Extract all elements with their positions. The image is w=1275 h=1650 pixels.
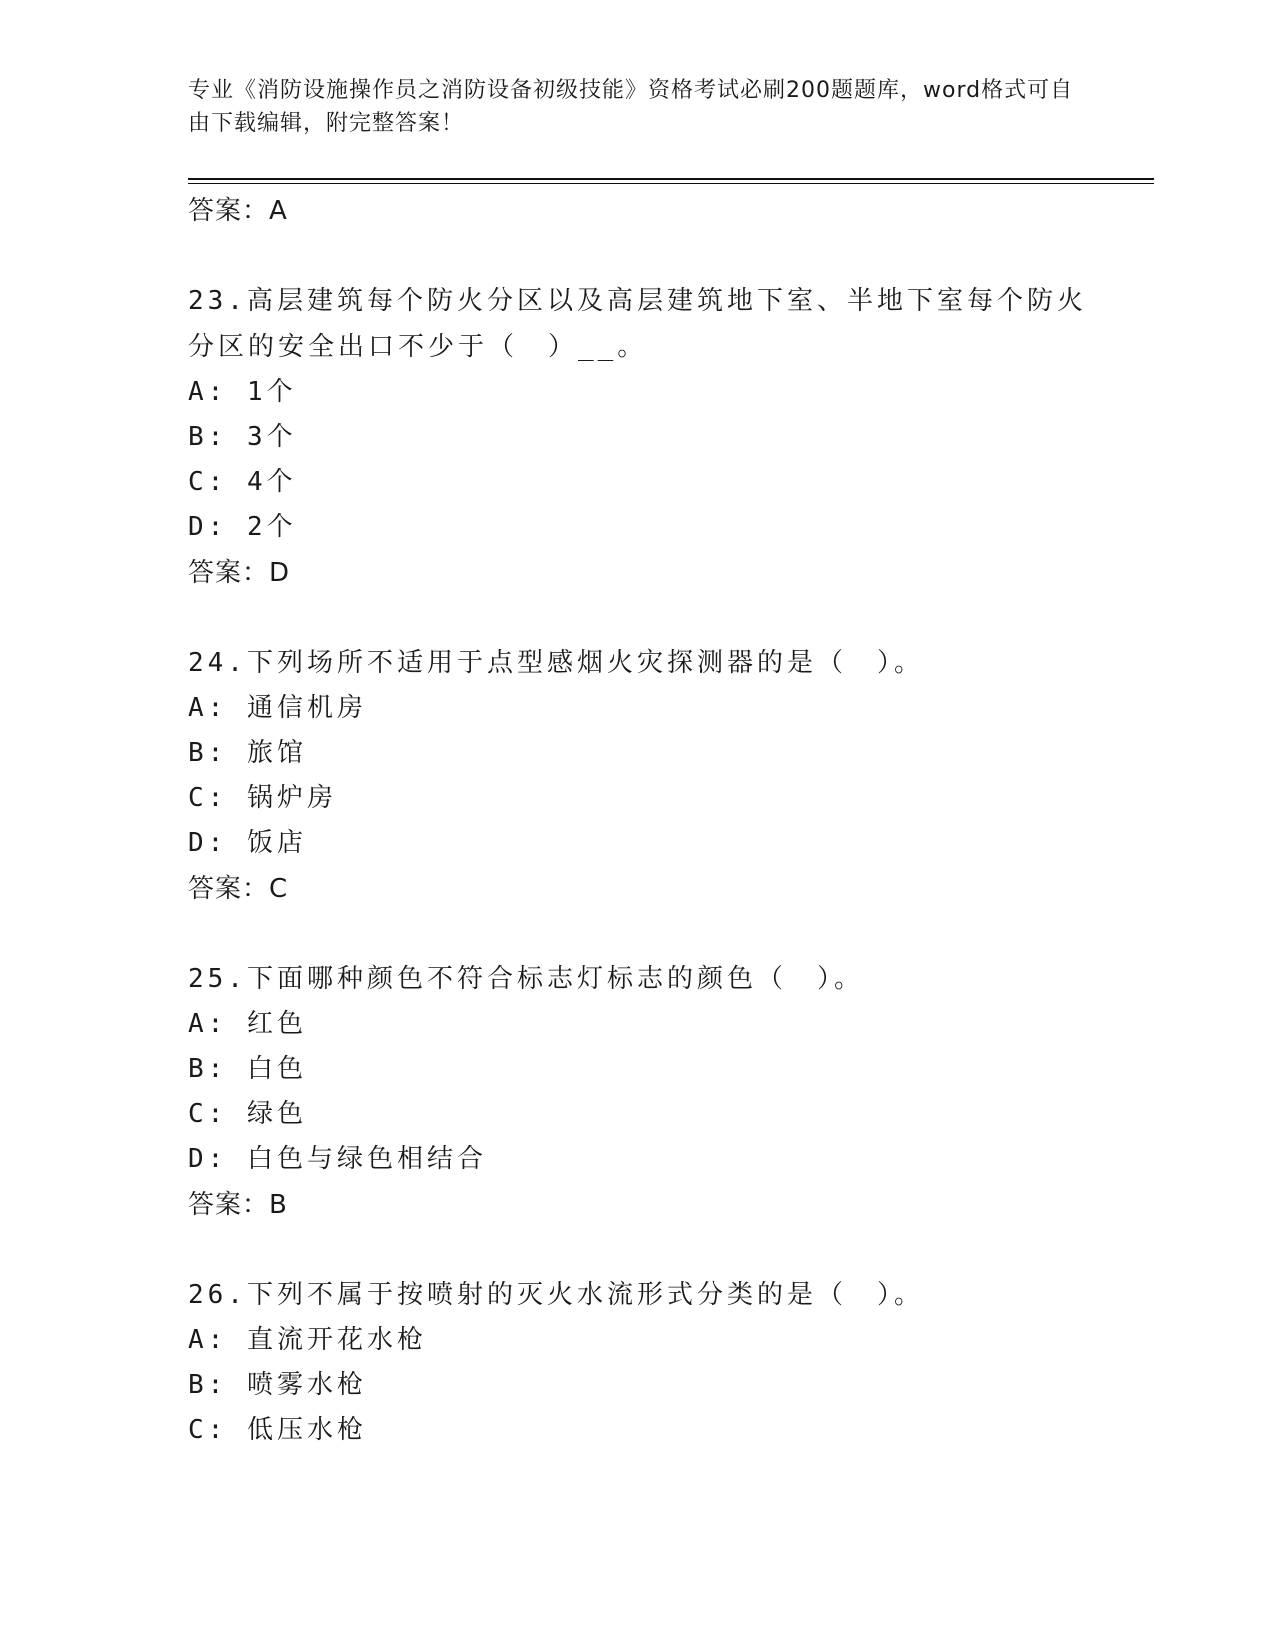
answer-line: 答案：B xyxy=(188,1190,288,1220)
option-a: A: 红色 xyxy=(188,1009,307,1039)
header-rule-thin xyxy=(188,183,1154,184)
option-a: A: 1个 xyxy=(188,377,297,407)
option-b: B: 旅馆 xyxy=(188,738,307,768)
option-c: C: 4个 xyxy=(188,467,297,497)
question-text: 24.下列场所不适用于点型感烟火灾探测器的是（ ）。 xyxy=(188,648,924,678)
option-a: A: 通信机房 xyxy=(188,693,367,723)
question-26 xyxy=(188,1272,1088,1453)
option-d: D: 饭店 xyxy=(188,828,307,858)
option-c: C: 低压水枪 xyxy=(188,1415,367,1445)
option-d: D: 2个 xyxy=(188,512,297,542)
question-text: 26.下列不属于按喷射的灭火水流形式分类的是（ ）。 xyxy=(188,1280,924,1310)
document-body xyxy=(188,188,1088,1453)
question-text: 25.下面哪种颜色不符合标志灯标志的颜色（ ）。 xyxy=(188,964,864,994)
question-text: 23.高层建筑每个防火分区以及高层建筑地下室、半地下室每个防火分区的安全出口不少于（ ）__。 xyxy=(188,286,1087,362)
option-c: C: 锅炉房 xyxy=(188,783,337,813)
question-24 xyxy=(188,640,1088,912)
header-rule-thick xyxy=(188,178,1154,180)
option-a: A: 直流开花水枪 xyxy=(188,1325,427,1355)
answer-line: 答案：D xyxy=(188,558,291,588)
question-23 xyxy=(188,278,1088,596)
option-b: B: 3个 xyxy=(188,422,297,452)
question-25 xyxy=(188,956,1088,1228)
answer-line: 答案：C xyxy=(188,874,289,904)
option-c: C: 绿色 xyxy=(188,1099,307,1129)
document-header: 专业《消防设施操作员之消防设备初级技能》资格考试必刷200题题库，word格式可自由下载编辑，附完整答案！ xyxy=(188,78,1074,136)
option-b: B: 喷雾水枪 xyxy=(188,1370,367,1400)
answer-line: 答案：A xyxy=(188,196,288,226)
option-d: D: 白色与绿色相结合 xyxy=(188,1144,487,1174)
option-b: B: 白色 xyxy=(188,1054,307,1084)
